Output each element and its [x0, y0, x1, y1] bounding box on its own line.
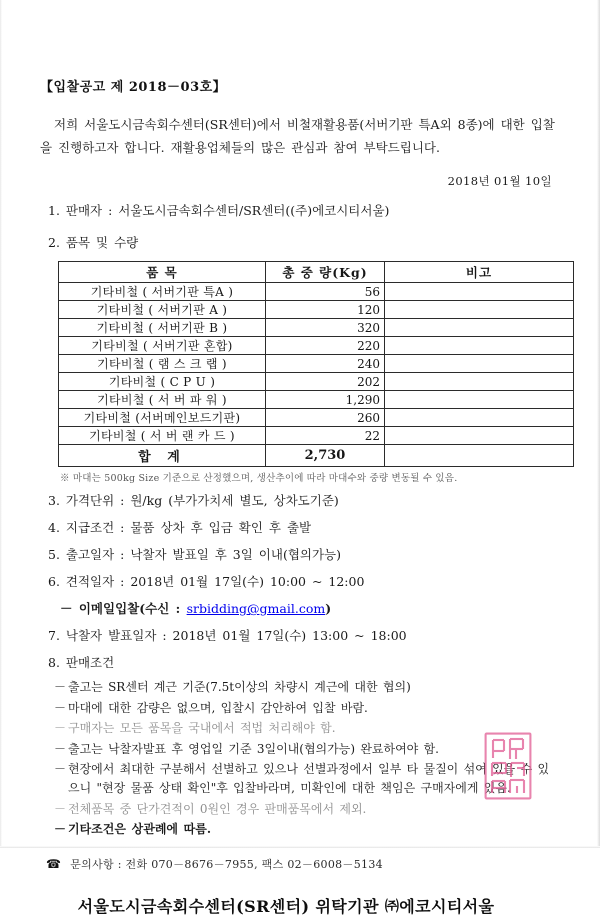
item-quote-date: 6. 견적일자 : 2018년 01월 17일(수) 10:00 ~ 12:00 — [48, 574, 365, 590]
cell-total-label: 합 계 — [59, 445, 266, 467]
dash-bullet-icon: － — [54, 700, 67, 715]
footer-organization-name: 서울도시금속회수센터(SR센터) 위탁기관 — [77, 896, 385, 916]
document-content — [40, 0, 560, 917]
table-row — [59, 355, 574, 373]
item-award-date: 7. 낙찰자 발표일자 : 2018년 01월 17일(수) 13:00 ~ 18:00 — [48, 628, 407, 644]
table-row — [59, 409, 574, 427]
table-row — [59, 427, 574, 445]
cell-quantity: 22 — [266, 427, 385, 445]
corporation-mark-icon: ㈜ — [384, 898, 400, 915]
item-payment-terms: 4. 지급조건 : 물품 상차 후 입금 확인 후 출발 — [48, 520, 312, 536]
list-item-text: 출고는 낙찰자발표 후 영업일 기준 3일이내(협의가능) 완료하여야 함. — [68, 741, 440, 756]
cell-quantity: 220 — [266, 337, 385, 355]
dash-bullet-icon: － — [54, 822, 67, 837]
cell-item: 기타비철 ( 램 스 크 랩 ) — [59, 355, 266, 373]
item-seller: 1. 판매자 : 서울도시금속회수센터/SR센터((주)에코시티서울) — [48, 203, 390, 219]
cell-item: 기타비철 ( 서버기판 혼합) — [59, 337, 266, 355]
column-header-remark: 비고 — [385, 262, 574, 283]
table-total-row — [59, 445, 574, 467]
cell-remark — [385, 301, 574, 319]
cell-item: 기타비철 ( 서버기판 A ) — [59, 301, 266, 319]
list-item-text: 마대에 대한 감량은 없으며, 입찰시 감안하여 입찰 바람. — [68, 700, 368, 715]
column-header-item: 품 목 — [59, 262, 266, 283]
table-row — [59, 337, 574, 355]
footer-organization — [40, 894, 560, 917]
document-date: 2018년 01월 10일 — [447, 174, 552, 189]
cell-quantity: 56 — [266, 283, 385, 301]
list-item-text: 출고는 SR센터 계근 기준(7.5t이상의 차량시 계근에 대한 협의) — [68, 680, 411, 695]
sale-conditions-list — [40, 678, 560, 840]
cell-item: 기타비철 ( 서 버 랜 카 드 ) — [59, 427, 266, 445]
dash-bullet-icon: － — [54, 741, 67, 756]
dash-bullet-icon: － — [54, 801, 67, 816]
cell-remark — [385, 373, 574, 391]
cell-remark — [385, 319, 574, 337]
cell-total-remark — [385, 445, 574, 467]
table-row — [59, 283, 574, 301]
quantity-table-wrap — [40, 261, 560, 467]
item-quantity-heading: 2. 품목 및 수량 — [48, 235, 139, 251]
table-header-row — [59, 262, 574, 283]
page-title: 【입찰공고 제 2018－03호】 — [40, 80, 227, 95]
contact-info — [40, 856, 560, 872]
list-item — [54, 699, 560, 718]
item-price-unit: 3. 가격단위 : 원/kg (부가가치세 별도, 상차도기준) — [48, 493, 339, 509]
cell-quantity: 240 — [266, 355, 385, 373]
cell-remark — [385, 283, 574, 301]
table-row — [59, 301, 574, 319]
cell-remark — [385, 409, 574, 427]
contact-text: 문의사항 : 전화 070－8676－7955, 팩스 02－6008－5134 — [70, 857, 383, 871]
quantity-table — [58, 261, 574, 467]
cell-item: 기타비철 ( 서버기판 특A ) — [59, 283, 266, 301]
table-row — [59, 319, 574, 337]
cell-quantity: 120 — [266, 301, 385, 319]
cell-remark — [385, 427, 574, 445]
cell-item: 기타비철 ( 서 버 파 워 ) — [59, 391, 266, 409]
cell-total-quantity: 2,730 — [266, 445, 385, 467]
table-body — [59, 283, 574, 467]
list-item — [54, 820, 560, 839]
item-release-date: 5. 출고일자 : 낙찰자 발표일 후 3일 이내(협의가능) — [48, 547, 342, 563]
list-item-text: 현장에서 최대한 구분해서 선별하고 있으나 선별과정에서 일부 타 물질이 섞여 있을 수 있으니 "현장 물품 상태 확인"후 입찰바라며, 미확인에 대한 책임은 구매자에게 있음. — [68, 762, 550, 796]
dash-bullet-icon: － — [54, 721, 67, 736]
cell-remark — [385, 391, 574, 409]
intro-paragraph: 저희 서울도시금속회수센터(SR센터)에서 비철재활용품(서버기판 특A외 8종)에 대한 입찰을 진행하고자 합니다. 재활용업체들의 많은 관심과 참여 부탁드립니다. — [40, 117, 555, 156]
email-bid-address-link[interactable]: srbidding@gmail.com — [186, 601, 326, 617]
list-item — [54, 800, 560, 819]
list-item-text: 기타조건은 상관례에 따름. — [68, 822, 212, 837]
cell-remark — [385, 337, 574, 355]
email-bid-suffix: ) — [325, 601, 332, 617]
official-seal-stamp — [484, 732, 532, 800]
dash-bullet-icon: － — [54, 680, 67, 695]
cell-item: 기타비철 (서버메인보드기판) — [59, 409, 266, 427]
cell-item: 기타비철 ( C P U ) — [59, 373, 266, 391]
list-item-text: 구매자는 모든 품목을 국내에서 적법 처리해야 함. — [68, 721, 336, 736]
dash-bullet-icon: － — [54, 762, 67, 776]
list-item-text: 전체품목 중 단가견적이 0원인 경우 판매품목에서 제외. — [68, 801, 367, 816]
column-header-quantity: 총 중 량(Kg) — [266, 262, 385, 283]
scan-edge-left — [0, 0, 2, 848]
table-footnote: ※ 마대는 500kg Size 기준으로 산정했으며, 생산추이에 따라 마대수와 중량 변동될 수 있음. — [60, 473, 458, 485]
phone-icon: ☎ — [46, 856, 62, 871]
item-sale-conditions-heading: 8. 판매조건 — [48, 655, 115, 671]
cell-quantity: 1,290 — [266, 391, 385, 409]
table-row — [59, 373, 574, 391]
list-item — [54, 678, 560, 697]
footer-company-name: 에코시티서울 — [399, 896, 495, 916]
cell-quantity: 260 — [266, 409, 385, 427]
cell-quantity: 202 — [266, 373, 385, 391]
item-email-bid — [40, 599, 560, 619]
cell-item: 기타비철 ( 서버기판 B ) — [59, 319, 266, 337]
email-bid-prefix: － 이메일입찰(수신 : — [60, 601, 187, 617]
cell-remark — [385, 355, 574, 373]
cell-quantity: 320 — [266, 319, 385, 337]
table-row — [59, 391, 574, 409]
